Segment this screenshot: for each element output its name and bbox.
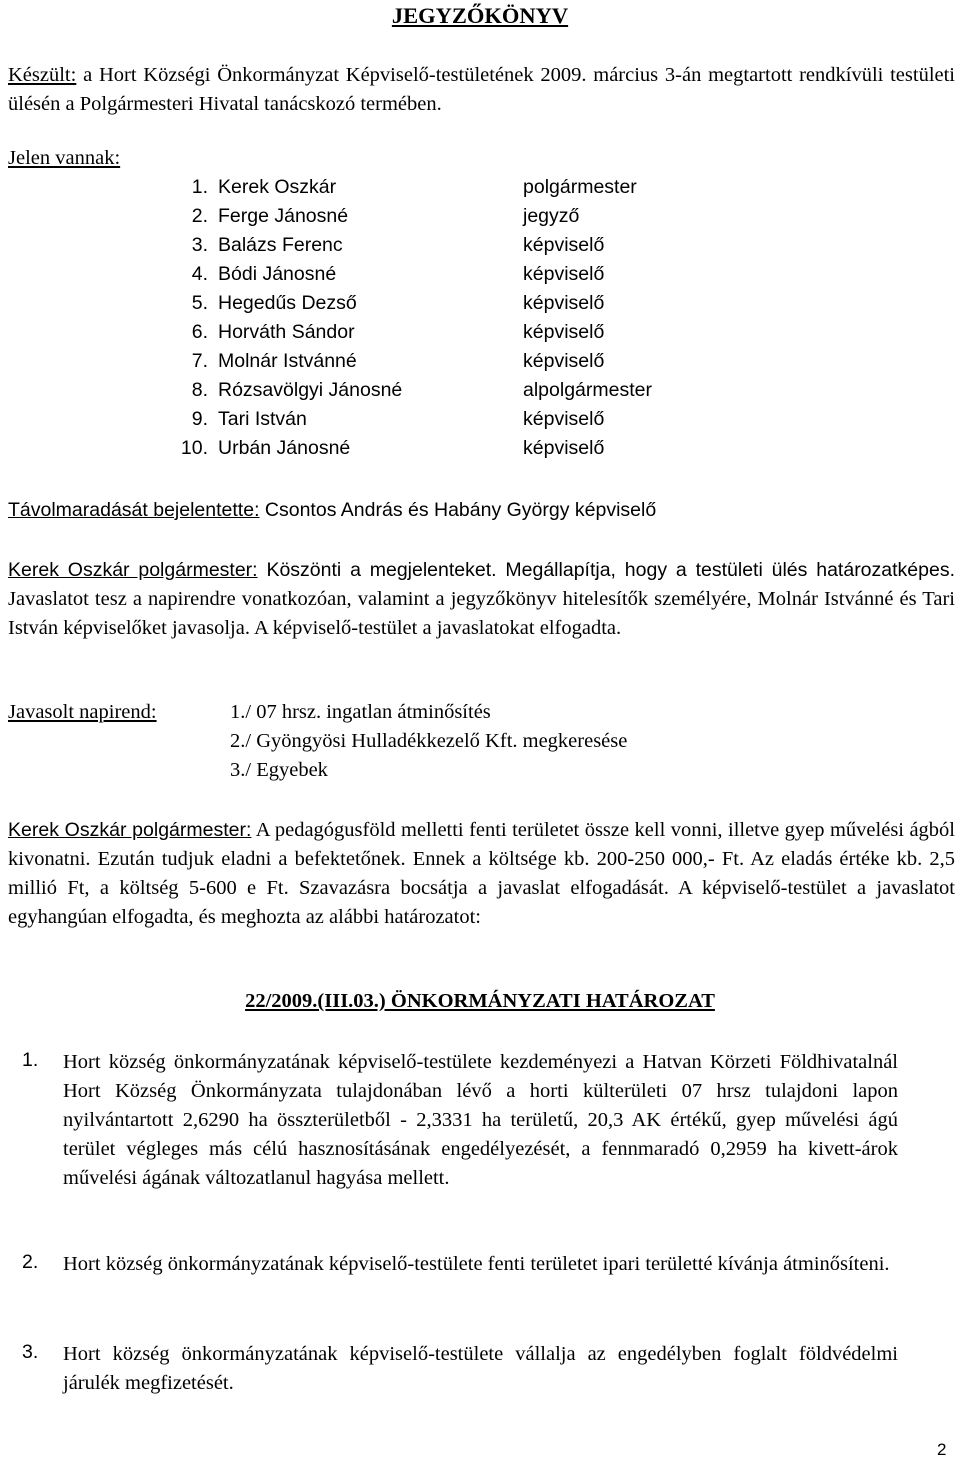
member-number: 2. [191, 205, 208, 227]
speaker-label: Kerek Oszkár polgármester: [8, 559, 258, 581]
member-name: Urbán Jánosné [218, 437, 351, 459]
resolution-item-number: 1. [22, 1049, 39, 1071]
member-role: képviselő [523, 263, 605, 285]
discussion-paragraph [8, 816, 955, 932]
member-role: jegyző [523, 205, 580, 227]
resolution-item-number: 3. [22, 1341, 39, 1363]
napirend-label: Javasolt napirend: [8, 701, 157, 723]
member-name: Rózsavölgyi Jánosné [218, 379, 403, 401]
keszult-text: a Hort Községi Önkormányzat Képviselő-testületének 2009. március 3-án megtartott rendkívüli testületi ülésén a Polgármesteri Hivatal tanácskozó termében. [8, 64, 956, 115]
member-row [0, 321, 960, 350]
member-name: Molnár Istvánné [218, 350, 357, 372]
member-role: polgármester [523, 176, 637, 198]
member-name: Bódi Jánosné [218, 263, 337, 285]
member-name: Hegedűs Dezső [218, 292, 357, 314]
member-role: képviselő [523, 321, 605, 343]
speaker-label: Kerek Oszkár polgármester: [8, 819, 252, 841]
member-row [0, 205, 960, 234]
member-role: képviselő [523, 408, 605, 430]
member-row [0, 176, 960, 205]
member-number: 3. [191, 234, 208, 256]
napirend-item: 3./ Egyebek [230, 759, 328, 781]
keszult-paragraph [8, 61, 955, 119]
member-row [0, 379, 960, 408]
opening-serif-text: Javaslatot tesz a napirendre vonatkozóan, valamint a jegyzőkönyv hitelesítők személyére, Molnár Istvánné és Tari István képviselőket javasolja. A képviselő-testület a javaslatokat elfogadta. [8, 588, 955, 639]
member-name: Ferge Jánosné [218, 205, 349, 227]
member-name: Tari István [218, 408, 307, 430]
member-number: 9. [191, 408, 208, 430]
member-role: képviselő [523, 292, 605, 314]
page-number: 2 [937, 1440, 947, 1459]
opening-sans-text: Köszönti a megjelenteket. Megállapítja, hogy a testületi ülés határozatképes. [266, 559, 955, 581]
napirend-item: 1./ 07 hrsz. ingatlan átminősítés [230, 701, 491, 723]
member-number: 5. [191, 292, 208, 314]
member-number: 6. [191, 321, 208, 343]
member-row [0, 437, 960, 466]
member-role: képviselő [523, 234, 605, 256]
resolution-item-text: Hort község önkormányzatának képviselő-testülete fenti területet ipari területté kívánja átminősíteni. [63, 1253, 890, 1275]
member-row [0, 263, 960, 292]
discussion-text: A pedagógusföld melletti fenti területet össze kell vonni, illetve gyep művelési ágból kivonatni. Ezután tudjuk eladni a befektetőnek. Ennek a költsége kb. 200-250 000,- Ft. Az eladás értéke kb. 2,5 millió Ft, a költség 5-600 e Ft. Szavazásra bocsátja a javaslat elfogadását. A képviselő-testület a javaslatot egyhangúan elfogadta, és meghozta az alábbi határozatot: [8, 819, 955, 928]
keszult-label: Készült: [8, 64, 77, 86]
member-number: 7. [191, 350, 208, 372]
resolution-item-text: Hort község önkormányzatának képviselő-testülete kezdeményezi a Hatvan Körzeti Földhivatalnál Hort Község Önkormányzata tulajdonában lévő a horti külterületi 07 hrsz tulajdoni lapon nyilvántartott 2,6290 ha összterületből - 2,3331 ha területű, 20,3 AK értékű, gyep művelési ágú terület végleges más célú hasznosításának engedélyezését, a fennmaradó 0,2959 ha kivett-árok művelési ágának változatlanul hagyása mellett. [63, 1051, 898, 1189]
member-row [0, 292, 960, 321]
member-name: Kerek Oszkár [218, 176, 337, 198]
opening-paragraph [8, 556, 955, 643]
resolution-item-text: Hort község önkormányzatának képviselő-testülete vállalja az engedélyben foglalt földvédelmi járulék megfizetését. [63, 1343, 898, 1394]
member-row [0, 234, 960, 263]
member-number: 10. [180, 437, 208, 459]
member-name: Horváth Sándor [218, 321, 355, 343]
member-row [0, 350, 960, 379]
tavol-label: Távolmaradását bejelentette: [8, 499, 260, 521]
tavol-text: Csontos András és Habány György képviselő [264, 499, 657, 521]
resolution-item-number: 2. [22, 1251, 39, 1273]
jelen-label: Jelen vannak: [8, 147, 121, 169]
member-role: képviselő [523, 437, 605, 459]
member-row [0, 408, 960, 437]
napirend-item: 2./ Gyöngyösi Hulladékkezelő Kft. megkeresése [230, 730, 628, 752]
member-role: alpolgármester [523, 379, 652, 401]
document-title: JEGYZŐKÖNYV [391, 3, 569, 28]
resolution-title: 22/2009.(III.03.) ÖNKORMÁNYZATI HATÁROZAT [245, 990, 715, 1012]
member-name: Balázs Ferenc [218, 234, 343, 256]
member-number: 1. [191, 176, 208, 198]
member-number: 8. [191, 379, 208, 401]
member-number: 4. [191, 263, 208, 285]
tavol-paragraph [8, 499, 656, 522]
member-role: képviselő [523, 350, 605, 372]
